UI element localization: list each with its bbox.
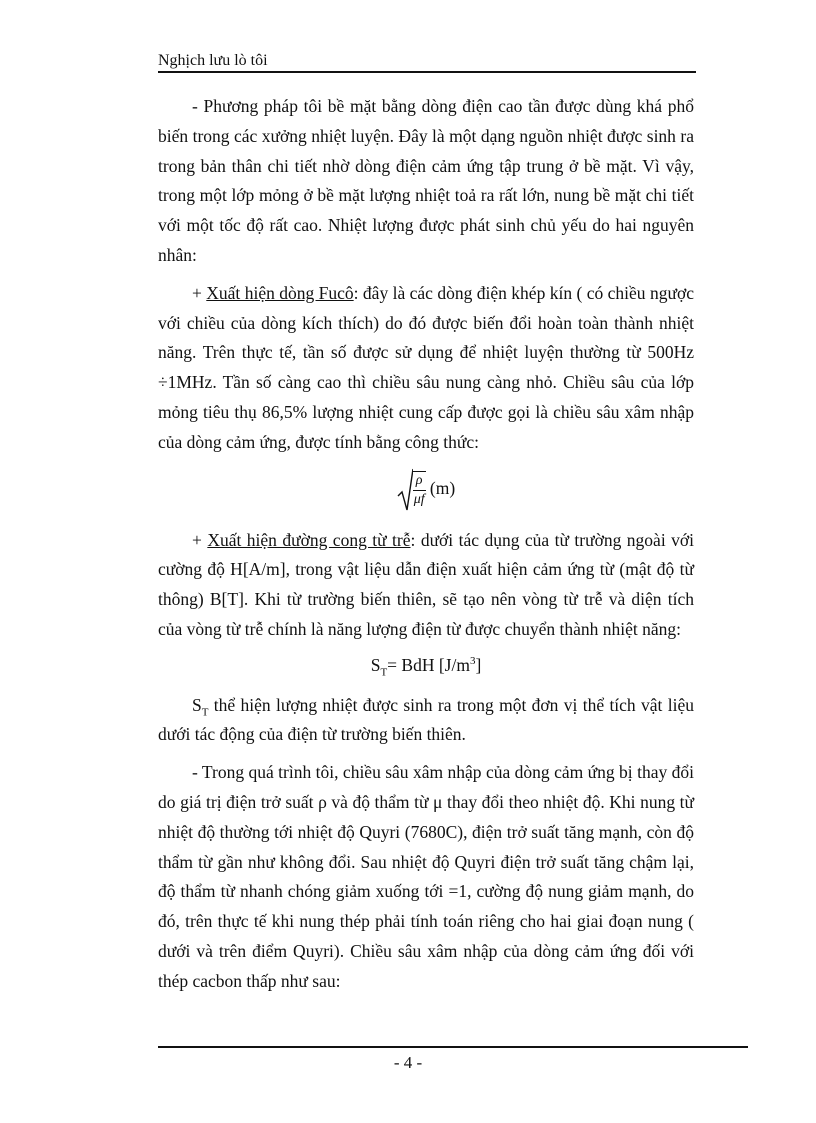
formula2-rhs-end: ] (475, 654, 482, 675)
sqrt-fraction (413, 471, 426, 509)
paragraph-hysteresis-text: : dưới tác dụng của từ trường ngoài với cường độ H[A/m], trong vật liệu dẫn điện xuất hiện cảm ứng từ (mật độ từ thông) B[T]. Khi từ trường biến thiên, sẽ tạo nên vòng từ trễ và diện tích của vòng từ trễ chính là năng lượng điện từ được chuyển thành nhiệt năng: (158, 529, 694, 639)
paragraph-fuco (158, 279, 694, 458)
bullet-prefix: + (192, 529, 208, 550)
paragraph-intro: - Phương pháp tôi bề mặt bằng dòng điện cao tần được dùng khá phổ biến trong các xưởng nhiệt luyện. Đây là một dạng nguồn nhiệt được sinh ra trong bản thân chi tiết nhờ dòng điện cảm ứng tập trung ở bề mặt. Vì vậy, trong một lớp mỏng ở bề mặt lượng nhiệt toả ra rất lớn, nung bề mặt chi tiết với một tốc độ rất cao. Nhiệt lượng được phát sinh chủ yếu do hai nguyên nhân: (158, 96, 694, 265)
paragraph-quenching: - Trong quá trình tôi, chiều sâu xâm nhập của dòng cảm ứng bị thay đổi do giá trị điện trở suất ρ và độ thẩm từ μ thay đổi theo nhiệt độ. Khi nung từ nhiệt độ thường tới nhiệt độ Quyri (7680C), điện trở suất tăng mạnh, còn độ thẩm từ gần như không đổi. Sau nhiệt độ Quyri điện trở suất tăng chậm lại, độ thẩm từ nhanh chóng giảm xuống tới =1, cường độ nung giảm mạnh, do đó, trên thực tế khi nung thép phải tính toán riêng cho hai giai đoạn nung ( dưới và trên điểm Quyri). Chiều sâu xâm nhập của dòng cảm ứng đối với thép cacbon thấp như sau: (158, 762, 694, 991)
heading-hysteresis: Xuất hiện đường cong từ trễ (207, 529, 411, 550)
formula2-lhs-sub: T (380, 666, 388, 679)
formula-hysteresis-energy (158, 651, 694, 681)
page-number: - 4 - (393, 1053, 423, 1072)
st-definition-text: thể hiện lượng nhiệt được sinh ra trong một đơn vị thể tích vật liệu dưới tác động của điện từ trường biến thiên. (158, 694, 694, 745)
formula2-rhs-sup: 3 (469, 654, 476, 667)
bullet-prefix: + (192, 282, 207, 303)
sqrt-expression (397, 468, 426, 512)
heading-fuco: Xuất hiện dòng Fucô (206, 282, 354, 303)
formula-penetration-depth (158, 468, 694, 512)
footer-rule (158, 1046, 748, 1048)
header-rule (158, 71, 696, 73)
formula-numerator: ρ (413, 472, 426, 491)
formula2-rhs: = BdH [J/m (387, 654, 470, 675)
page-header-title: Nghịch lưu lò tôi (158, 52, 268, 69)
paragraph-st-definition (158, 691, 694, 751)
formula-denominator: μf (413, 491, 425, 507)
paragraph-fuco-text: : đây là các dòng điện khép kín ( có chiều ngược với chiều của dòng kích thích) do đó được biến đổi hoàn toàn thành nhiệt năng. Trên thực tế, tần số được sử dụng để nhiệt luyện thường từ 500Hz ÷1MHz. Tần số càng cao thì chiều sâu nung càng nhỏ. Chiều sâu của lớp mỏng tiêu thụ 86,5% lượng nhiệt cung cấp được gọi là chiều sâu xâm nhập của dòng cảm ứng, được tính bằng công thức: (158, 282, 694, 452)
document-body (158, 92, 694, 997)
st-symbol: S (192, 694, 202, 715)
sqrt-radical-icon (397, 468, 413, 512)
st-subscript: T (201, 706, 209, 719)
formula2-lhs: S (370, 654, 381, 675)
formula-unit: (m) (429, 477, 456, 498)
paragraph-hysteresis (158, 526, 694, 645)
